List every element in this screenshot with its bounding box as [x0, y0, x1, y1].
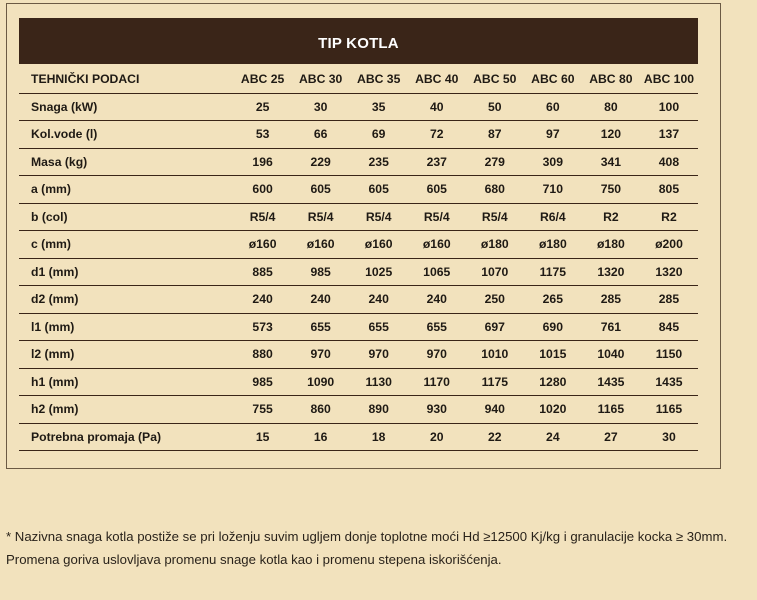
column-header: ABC 80 [582, 66, 640, 93]
table-cell: ø160 [350, 231, 408, 259]
header-row [19, 66, 698, 93]
table-cell: 16 [292, 423, 350, 451]
table-cell: 710 [524, 176, 582, 204]
table-cell: 970 [408, 341, 466, 369]
table-cell: 97 [524, 121, 582, 149]
table-cell: 970 [350, 341, 408, 369]
row-label: l2 (mm) [19, 341, 234, 369]
table-cell: R2 [582, 203, 640, 231]
table-cell: R5/4 [350, 203, 408, 231]
table-cell: 69 [350, 121, 408, 149]
table-cell: 15 [234, 423, 292, 451]
table-cell: 1280 [524, 368, 582, 396]
column-header: TEHNIČKI PODACI [19, 66, 234, 93]
table-title-bar [19, 18, 698, 64]
table-cell: 285 [640, 286, 698, 314]
table-cell: 240 [408, 286, 466, 314]
table-cell: R6/4 [524, 203, 582, 231]
table-cell: 1320 [640, 258, 698, 286]
table-cell: 24 [524, 423, 582, 451]
table-cell: 1065 [408, 258, 466, 286]
table-cell: 805 [640, 176, 698, 204]
table-cell: 845 [640, 313, 698, 341]
table-cell: 860 [292, 396, 350, 424]
table-cell: ø200 [640, 231, 698, 259]
table-cell: 970 [292, 341, 350, 369]
table-cell: 285 [582, 286, 640, 314]
footnote: * Nazivna snaga kotla postiže se pri loženju suvim ugljem donje toplotne moći Hd ≥12500 Kj/kg i granulacije kocka ≥ 30mm. Promena goriva uslovljava promenu snage kotla kao i promenu stepena iskorišćenja. [6, 529, 728, 567]
table-cell: 1170 [408, 368, 466, 396]
row-label: Kol.vode (l) [19, 121, 234, 149]
table-cell: 30 [640, 423, 698, 451]
table-cell: 27 [582, 423, 640, 451]
table-row [19, 93, 698, 121]
table-cell: 985 [234, 368, 292, 396]
table-cell: 1025 [350, 258, 408, 286]
table-cell: 235 [350, 148, 408, 176]
table-cell: R5/4 [466, 203, 524, 231]
table-cell: 1435 [582, 368, 640, 396]
table-cell: R5/4 [408, 203, 466, 231]
row-label: d2 (mm) [19, 286, 234, 314]
table-cell: 229 [292, 148, 350, 176]
table-row [19, 341, 698, 369]
table-row [19, 176, 698, 204]
table-cell: 120 [582, 121, 640, 149]
table-cell: ø180 [466, 231, 524, 259]
table-cell: 72 [408, 121, 466, 149]
table-cell: 80 [582, 93, 640, 121]
table-cell: 66 [292, 121, 350, 149]
table-cell: 1175 [524, 258, 582, 286]
table-cell: 573 [234, 313, 292, 341]
table-cell: 18 [350, 423, 408, 451]
table-row [19, 203, 698, 231]
table-row [19, 231, 698, 259]
table-cell: 755 [234, 396, 292, 424]
table-cell: 890 [350, 396, 408, 424]
table-cell: 761 [582, 313, 640, 341]
table-cell: 605 [350, 176, 408, 204]
row-label: Potrebna promaja (Pa) [19, 423, 234, 451]
table-cell: ø160 [234, 231, 292, 259]
row-label: h1 (mm) [19, 368, 234, 396]
table-body [19, 93, 698, 451]
table-cell: 1090 [292, 368, 350, 396]
table-cell: 600 [234, 176, 292, 204]
table-row [19, 368, 698, 396]
table-cell: 750 [582, 176, 640, 204]
table-cell: 1320 [582, 258, 640, 286]
row-label: Masa (kg) [19, 148, 234, 176]
row-label: h2 (mm) [19, 396, 234, 424]
table-cell: 930 [408, 396, 466, 424]
table-cell: 1070 [466, 258, 524, 286]
table-cell: 240 [234, 286, 292, 314]
table-title: TIP KOTLA [318, 34, 399, 52]
row-label: d1 (mm) [19, 258, 234, 286]
table-cell: ø180 [524, 231, 582, 259]
table-cell: 697 [466, 313, 524, 341]
table-cell: 100 [640, 93, 698, 121]
table-cell: 655 [292, 313, 350, 341]
table-row [19, 148, 698, 176]
table-cell: 20 [408, 423, 466, 451]
table-cell: 1020 [524, 396, 582, 424]
table-row [19, 121, 698, 149]
table-cell: 885 [234, 258, 292, 286]
table-cell: 1165 [582, 396, 640, 424]
table-cell: ø160 [292, 231, 350, 259]
table-cell: 50 [466, 93, 524, 121]
table-cell: 1040 [582, 341, 640, 369]
column-header: ABC 25 [234, 66, 292, 93]
table-cell: 605 [408, 176, 466, 204]
column-header: ABC 35 [350, 66, 408, 93]
table-cell: 22 [466, 423, 524, 451]
table-cell: 30 [292, 93, 350, 121]
table-cell: 1435 [640, 368, 698, 396]
table-cell: 341 [582, 148, 640, 176]
table-cell: 237 [408, 148, 466, 176]
row-label: a (mm) [19, 176, 234, 204]
table-cell: 1015 [524, 341, 582, 369]
table-cell: 240 [292, 286, 350, 314]
table-cell: ø160 [408, 231, 466, 259]
table-row [19, 313, 698, 341]
table-cell: 1150 [640, 341, 698, 369]
table-cell: 40 [408, 93, 466, 121]
table-cell: 87 [466, 121, 524, 149]
table-cell: 655 [350, 313, 408, 341]
table-cell: 53 [234, 121, 292, 149]
table-cell: 265 [524, 286, 582, 314]
table-cell: R5/4 [234, 203, 292, 231]
column-header: ABC 60 [524, 66, 582, 93]
table-cell: 35 [350, 93, 408, 121]
table-row [19, 258, 698, 286]
table-cell: 408 [640, 148, 698, 176]
table-cell: 309 [524, 148, 582, 176]
table-cell: 60 [524, 93, 582, 121]
row-label: b (col) [19, 203, 234, 231]
column-header: ABC 100 [640, 66, 698, 93]
table-cell: 1165 [640, 396, 698, 424]
table-cell: 605 [292, 176, 350, 204]
table-cell: 985 [292, 258, 350, 286]
table-row [19, 286, 698, 314]
column-header: ABC 30 [292, 66, 350, 93]
row-label: Snaga (kW) [19, 93, 234, 121]
table-cell: 240 [350, 286, 408, 314]
table-cell: 940 [466, 396, 524, 424]
row-label: c (mm) [19, 231, 234, 259]
table-cell: 655 [408, 313, 466, 341]
table-cell: 1010 [466, 341, 524, 369]
table-cell: R5/4 [292, 203, 350, 231]
table-cell: 250 [466, 286, 524, 314]
table-row [19, 396, 698, 424]
specs-table [19, 66, 698, 451]
column-header: ABC 50 [466, 66, 524, 93]
table-cell: 279 [466, 148, 524, 176]
table-cell: 680 [466, 176, 524, 204]
table-cell: 137 [640, 121, 698, 149]
row-label: l1 (mm) [19, 313, 234, 341]
column-header: ABC 40 [408, 66, 466, 93]
table-cell: 880 [234, 341, 292, 369]
table-cell: 690 [524, 313, 582, 341]
table-row [19, 423, 698, 451]
table-cell: 196 [234, 148, 292, 176]
table-cell: R2 [640, 203, 698, 231]
table-cell: 1175 [466, 368, 524, 396]
table-cell: ø180 [582, 231, 640, 259]
table-cell: 25 [234, 93, 292, 121]
table-cell: 1130 [350, 368, 408, 396]
